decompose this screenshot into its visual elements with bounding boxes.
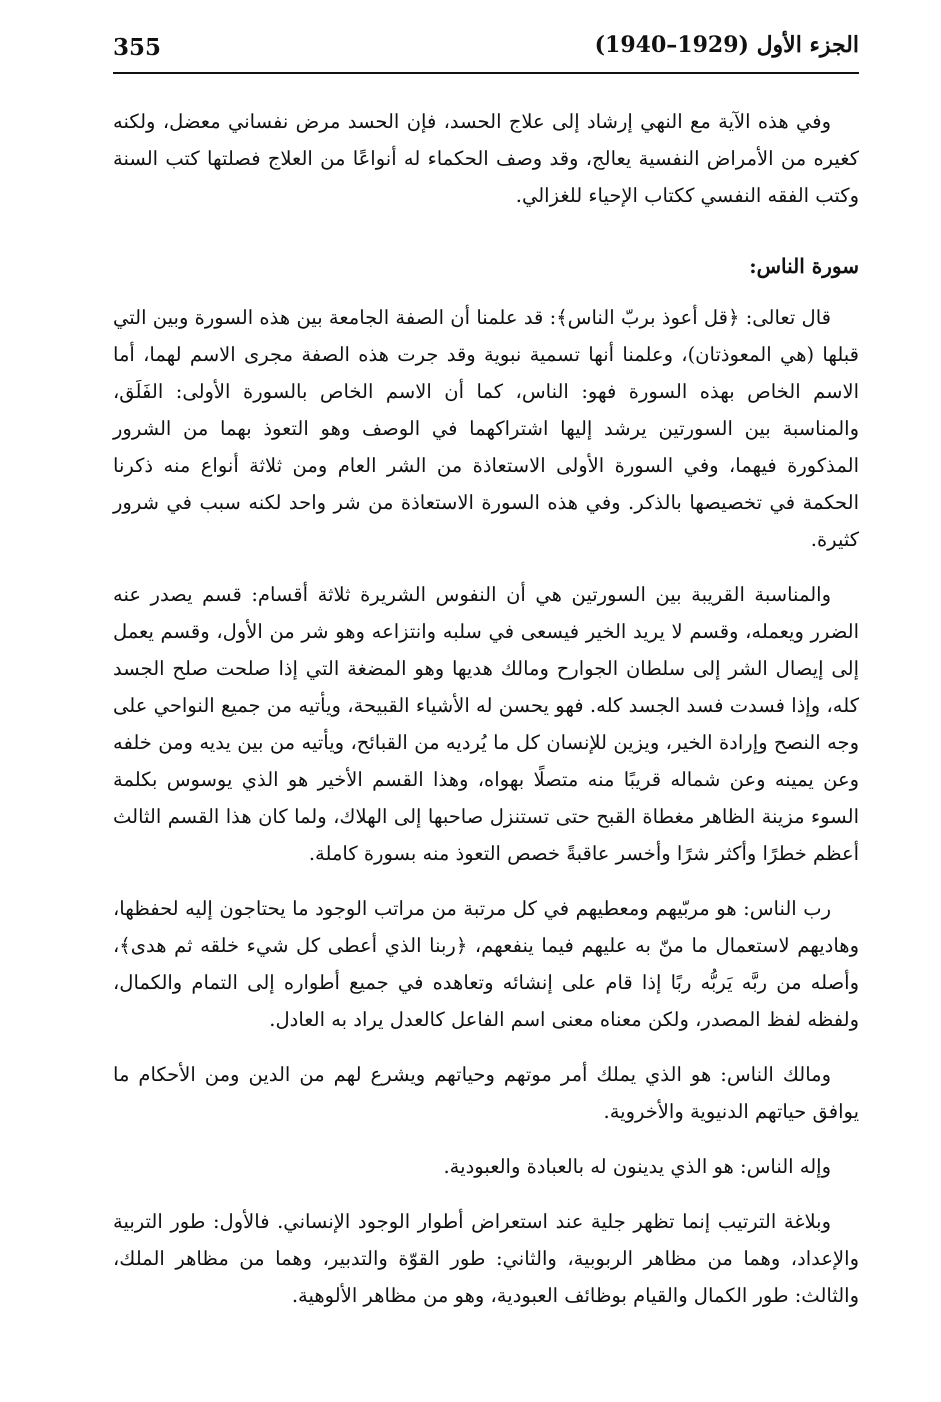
- paragraph-hasad: وفي هذه الآية مع النهي إرشاد إلى علاج الحسد، فإن الحسد مرض نفساني معضل، ولكنه كغيره من الأمراض النفسية يعالج، وقد وصف الحكماء له أنواعًا من العلاج فصلتها كتب السنة وكتب الفقه النفسي ككتاب الإحياء للغزالي.: [113, 110, 859, 207]
- page-number: 355: [113, 34, 162, 61]
- paragraph-intro-surah: قال تعالى: ﴿قل أعوذ بربّ الناس﴾: قد علمنا أن الصفة الجامعة بين هذه السورة وبين التي قبلها (هي المعوذتان)، وعلمنا أنها تسمية نبوية وقد جرت هذه الصفة مجرى الاسم لهما، أما الاسم الخاص بهذه السورة فهو: الناس، كما أن الاسم الخاص بالسورة الأولى: الفَلَق، والمناسبة بين السورتين يرشد إليها اشتراكهما في الوصف وهو التعوذ بهما من الشرور المذكورة فيهما، وفي السورة الأولى الاستعاذة من الشر العام ومن ثلاثة أنواع منه ذكرنا الحكمة في تخصيصها بالذكر. وفي هذه السورة الاستعاذة من شر واحد لكنه سبب في شرور كثيرة.: [113, 306, 859, 551]
- page-body: [113, 103, 859, 1332]
- paragraph-balaghat-al-tartib: وبلاغة الترتيب إنما تظهر جلية عند استعراض أطوار الوجود الإنساني. فالأول: طور التربية والإعداد، وهما من مظاهر الربوبية، والثاني: طور القوّة والتدبير، وهما من مظاهر الملك، والثالث: طور الكمال والقيام بوظائف العبودية، وهو من مظاهر الألوهية.: [113, 1210, 859, 1307]
- page-header: [113, 22, 859, 72]
- section-heading-surat-al-nas: سورة الناس:: [749, 254, 859, 278]
- paragraph-munasaba: والمناسبة القريبة بين السورتين هي أن النفوس الشريرة ثلاثة أقسام: قسم يصدر عنه الضرر ويعمله، وقسم لا يريد الخير فيسعى في سلبه وانتزاعه وهو شر من الأول، وقسم يعمل إلى إيصال الشر إلى سلطان الجوارح ومالك هديها وهو المضغة التي إذا صلحت صلح الجسد كله، وإذا فسدت فسد الجسد كله. فهو يحسن له الأشياء القبيحة، ويأتيه من جميع النواحي على وجه النصح وإرادة الخير، ويزين للإنسان كل ما يُرديه من القبائح، ويأتيه من بين يديه ومن خلفه وعن يمينه وعن شماله قريبًا منه متصلًا بهواه، وهذا القسم الأخير هو الذي يوسوس بكلمة السوء مزينة الظاهر مغطاة القبح حتى تستنزل صاحبها إلى الهلاك، ولما كان هذا القسم الثالث أعظم خطرًا وأكثر شرًا وأخسر عاقبةً خصص التعوذ منه بسورة كاملة.: [113, 583, 859, 865]
- running-head: الجزء الأول (1929–1940): [594, 32, 859, 58]
- paragraph-ilah-al-nas: وإله الناس: هو الذي يدينون له بالعبادة والعبودية.: [443, 1155, 831, 1178]
- paragraph-rabb-al-nas: رب الناس: هو مربّيهم ومعطيهم في كل مرتبة من مراتب الوجود ما يحتاجون إليه لحفظها، وهاديهم لاستعمال ما منّ به عليهم فيما ينفعهم، ﴿ربنا الذي أعطى كل شيء خلقه ثم هدى﴾، وأصله من ربَّه يَربُّه ربًا إذا قام على إنشائه وتعاهده في جميع أطواره إلى التمام والكمال، ولفظه لفظ المصدر، ولكن معناه معنى اسم الفاعل كالعدل يراد به العادل.: [113, 897, 859, 1031]
- header-rule: [113, 72, 859, 74]
- paragraph-malik-al-nas: ومالك الناس: هو الذي يملك أمر موتهم وحياتهم ويشرع لهم من الدين ومن الأحكام ما يوافق حياتهم الدنيوية والأخروية.: [113, 1063, 859, 1123]
